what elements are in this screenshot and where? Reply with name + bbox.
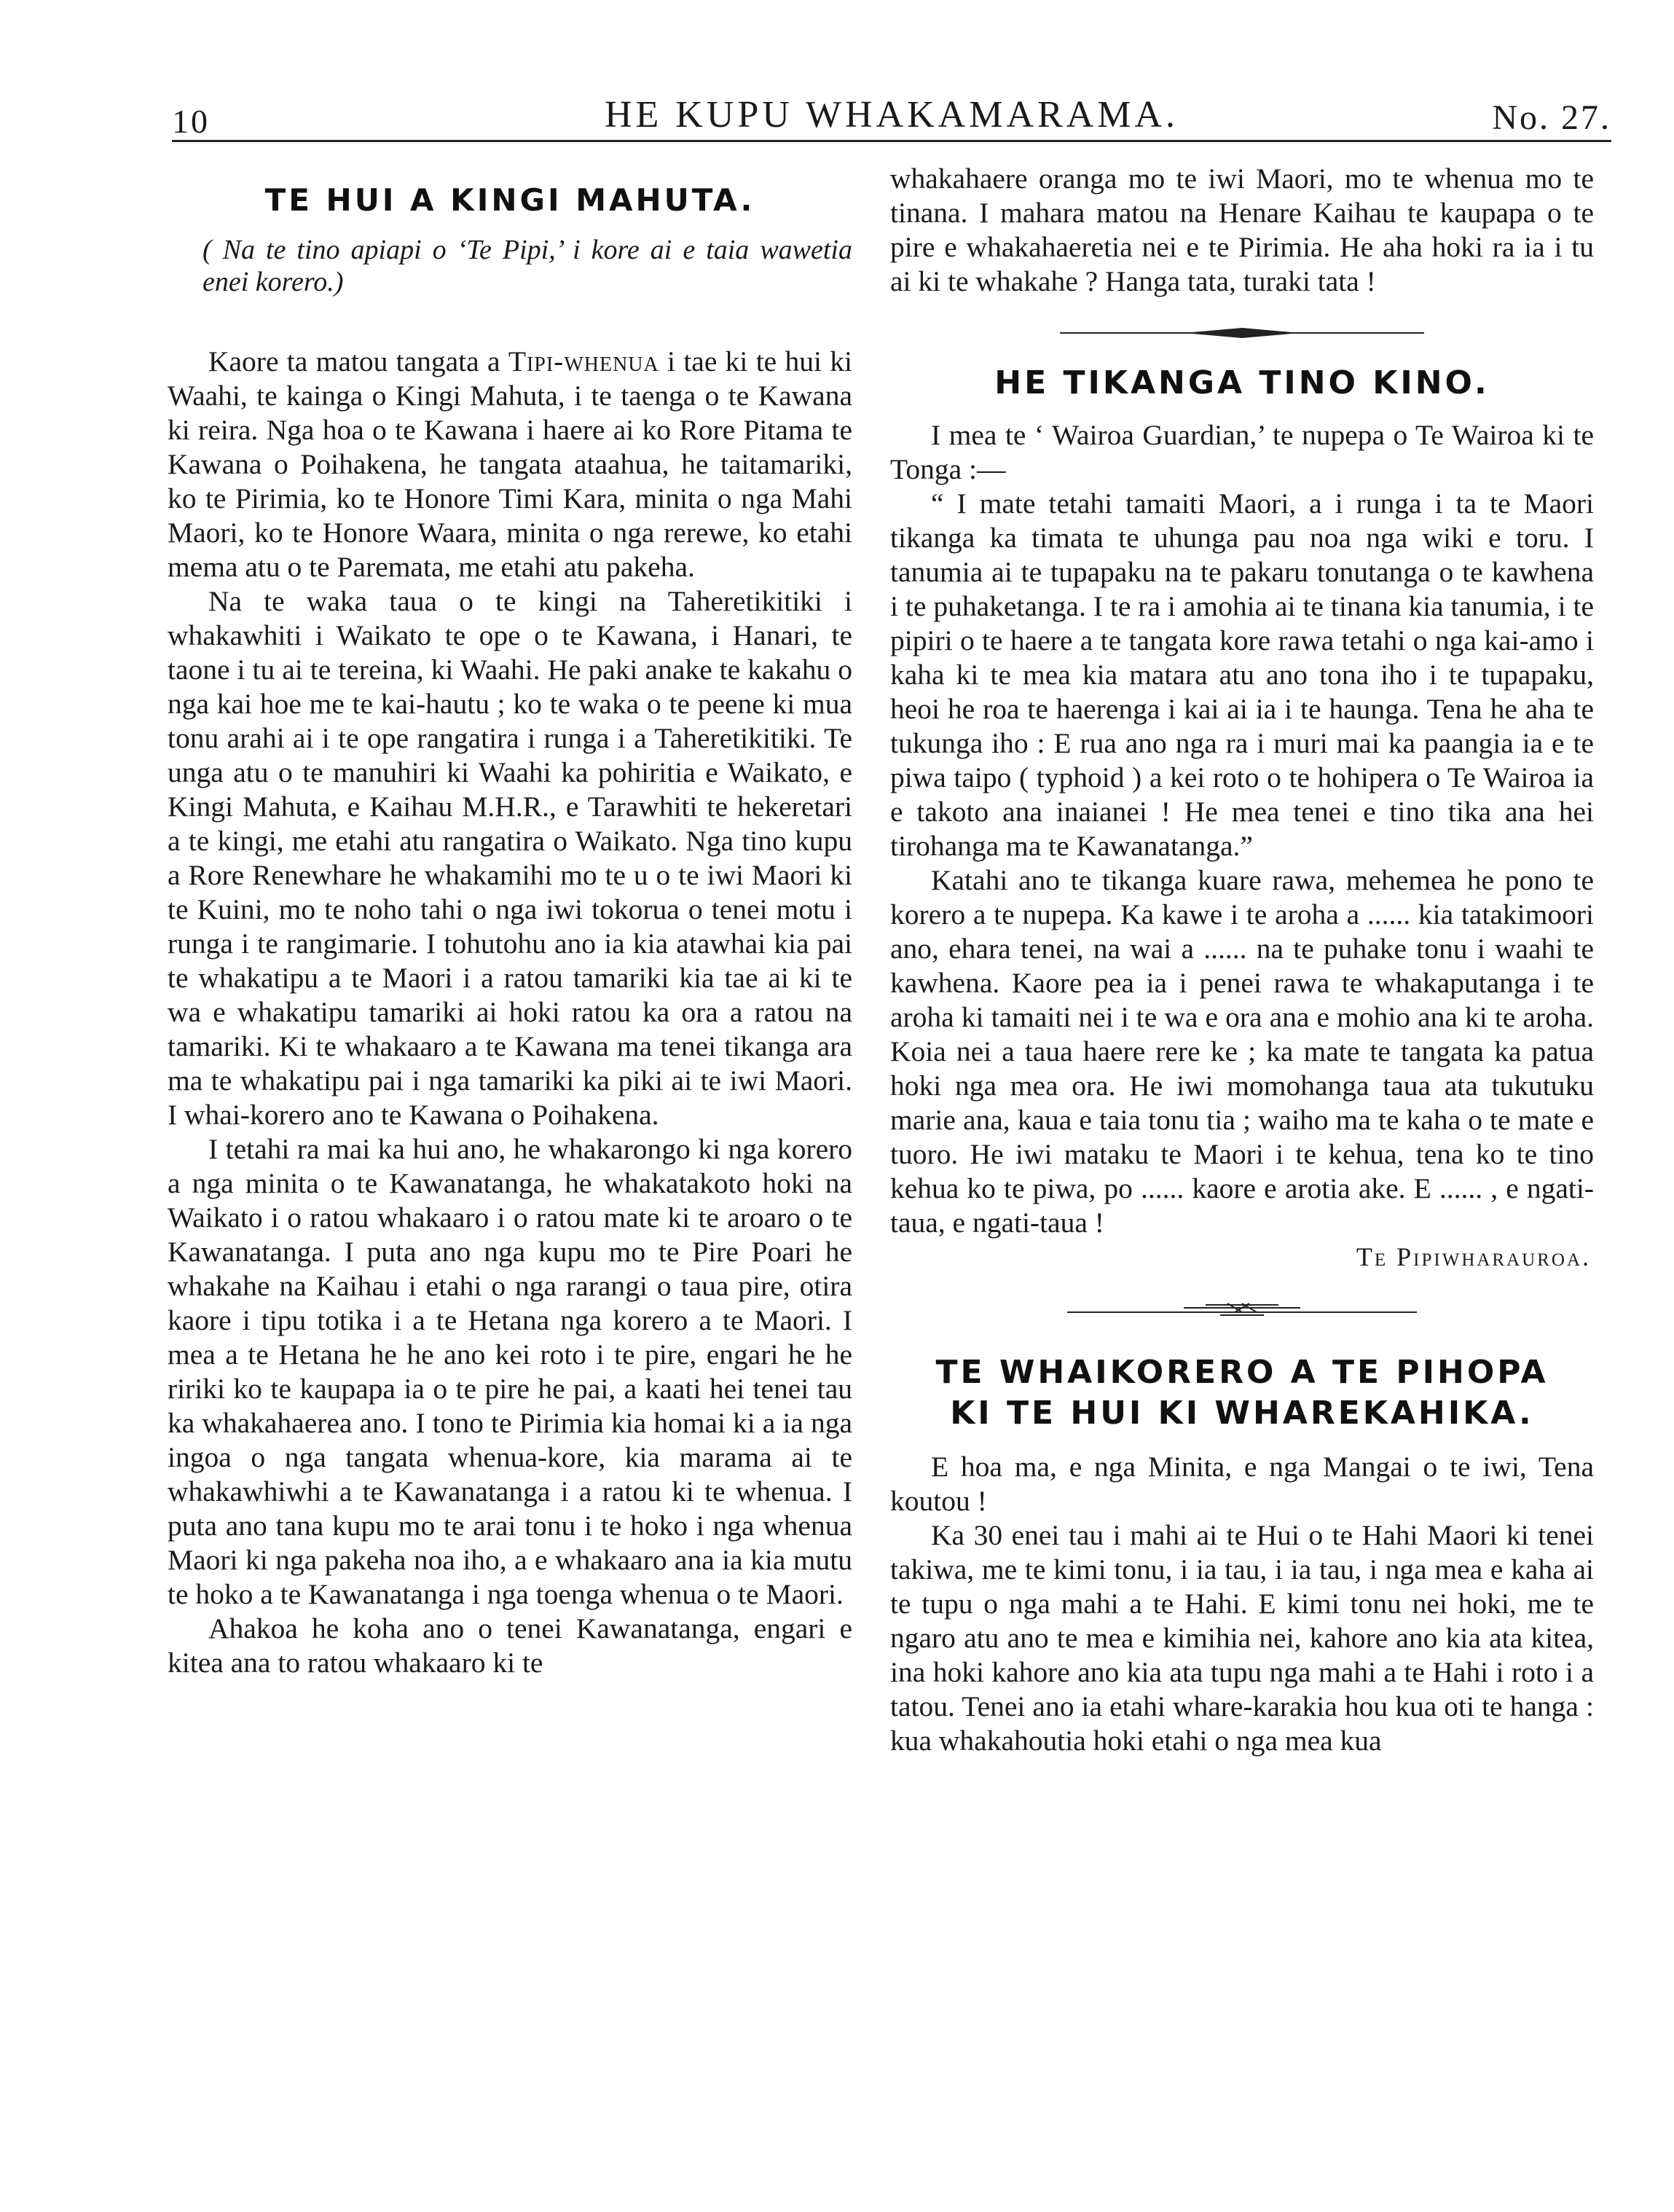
article-heading-tikanga-kino: HE TIKANGA TINO KINO. xyxy=(994,364,1490,401)
article-paragraph: Na te waka taua o te kingi na Taheretikitiki i whakawhiti i Waikato te ope o te Kawana, i Hanari, te taone i tu ai te tereina, ki Waahi. He paki anake te kakahu o nga kai hoe me te kai-hautu ; ko te waka o te peene ki mua tonu arahi ai i te ope rangatira i runga i a Taheretikitiki. Te unga atu o te manuhiri ki Waahi ka pohiritia e Waikato, e Kingi Mahuta, e Kaihau M.H.R., e Tarawhiti te hekeretari a te kingi, me etahi atu rangatira o Waikato. Nga tino kupu a Rore Renewhare he whakamihi mo te u o te iwi Maori ki te Kuini, mo te noho tahi o nga iwi tokorua o tenei motu i runga i te rangimarie. I tohutohu ano ia kia atawhai kia pai te whakatipu a te Maori i a ratou tamariki kia tae ai ki te wa e whakatipu tamariki ai hoki ratou ka ora a ratou na tamariki. Ki te whakaaro a te Kawana ma tenei tikanga ara ma te whakatipu pai i nga tamariki ka piki ai te iwi Maori. I whai-korero ano te Kawana o Poihakena. xyxy=(168,585,852,1131)
author-signature: Te Pipiwharauroa. xyxy=(1356,1242,1591,1271)
issue-number: No. 27. xyxy=(1492,98,1611,137)
article-paragraph-continued: whakahaere oranga mo te iwi Maori, mo te whenua mo te tinana. I mahara matou na Henare Kaihau te kaupapa o te pire e whakahaeretia nei e te Pirimia. He aha hoki ra ia i tu ai ki te whakahe ? Hanga tata, turaki tata ! xyxy=(890,162,1594,297)
section-divider-ornament xyxy=(890,1282,1594,1341)
divider-ornament-icon xyxy=(1067,1301,1417,1322)
divider-ornament-icon xyxy=(1060,322,1424,344)
article-paragraph xyxy=(168,345,852,584)
header-rule xyxy=(172,140,1611,142)
correspondent-name: Tipi-whenua xyxy=(508,345,659,377)
article-paragraph: Ka 30 enei tau i mahi ai te Hui o te Hahi Maori ki tenei takiwa, me te kimi tonu, i ia tau, i ia tau, i nga mea e kaha ai te tupu o nga mahi a te Hahi. E kimi tonu nei hoki, me te ngaro atu ano te mea e kimihia nei, kahore ano kia ata kitea, ina hoki kahore ano kia ata tupu nga mahi a te Hahi i roto i a tatou. Tenei ano ia etahi whare-karakia hou kua oti te hanga : kua whakahoutia hoki etahi o nga mea kua xyxy=(890,1519,1594,1757)
running-head xyxy=(172,87,1611,146)
article-paragraph: E hoa ma, e nga Minita, e nga Mangai o te iwi, Tena koutou ! xyxy=(890,1451,1594,1517)
paragraph-text: Kaore ta matou tangata a xyxy=(208,345,508,377)
page-number: 10 xyxy=(172,103,210,140)
heading-line: TE WHAIKORERO A TE PIHOPA xyxy=(935,1354,1549,1391)
article-paragraph: “ I mate tetahi tamaiti Maori, a i runga i ta te Maori tikanga ka timata te uhunga pau noa nga wiki e toru. I tanumia ai te tupapaku na te pakaru tonutanga o te kawhena i te puhaketanga. I te ra i amohia ai te tinana kia tanumia, i te pipiri o te haere a te tangata kore rawa tetahi o nga kai-amo i kaha ki te mea kia matara atu ano tona iho i te tupapaku, heoi he roa te haerenga i kai ai ia i te haunga. Tena he aha te tukunga iho : E rua ano nga ra i muri mai ka paangia ia e te piwa taipo ( typhoid ) a kei roto o te hohipera o Te Wairoa ia e takoto ana inaianei ! He mea tenei e tino tika ana hei tirohanga ma te Kawanatanga.” xyxy=(890,487,1594,862)
section-divider-ornament xyxy=(890,306,1594,360)
left-column xyxy=(168,162,852,1680)
article-heading-kingi-mahuta: TE HUI A KINGI MAHUTA. xyxy=(264,182,755,218)
right-column xyxy=(890,162,1594,1758)
article-paragraph: Ahakoa he koha ano o tenei Kawanatanga, engari e kitea ana to ratou whakaaro ki te xyxy=(168,1612,852,1679)
article-paragraph: I tetahi ra mai ka hui ano, he whakarongo ki nga korero a nga minita o te Kawanatanga, he whakatakoto hoki na Waikato i o ratou whakaaro i o ratou mate ki te aroaro o te Kawanatanga. I puta ano nga kupu mo te Pire Poari he whakahe na Kaihau i etahi o nga rarangi o taua pire, otira kaore i tipu totika i a te Hetana nga korero a te Maori. I mea a te Hetana he he ano kei roto i te pire, engari he he ririki ko te kaupapa ia o te pire he pai, a kaati hei tenei tau ka whakahaerea ano. I tono te Pirimia kia homai ki a ia nga ingoa o nga tangata whenua-kore, kia marama ai te whakawhiwhi a te Kawanatanga i a ratou ki te whenua. I puta ano tana kupu mo te arai tonu i te hoko i nga whenua Maori ki nga pakeha noa iho, a e whakaaro ana ia kia mutu te hoko a te Kawanatanga i nga toenga whenua o te Maori. xyxy=(168,1133,852,1610)
editor-note: ( Na te tino apiapi o ‘Te Pipi,’ i kore ai e taia wawetia enei korero.) xyxy=(203,235,852,297)
article-paragraph: I mea te ‘ Wairoa Guardian,’ te nupepa o Te Wairoa ki te Tonga :— xyxy=(890,419,1594,485)
article-heading-whaikorero xyxy=(890,1352,1594,1434)
article-paragraph: Katahi ano te tikanga kuare rawa, mehemea he pono te korero a te nupepa. Ka kawe i te aroha a ...... kia tatakimoori ano, ehara tenei, na wai a ...... na te puhake tonu i waahi te kawhena. Kaore pea ia i penei rawa te whakaputanga i te aroha ki tamaiti nei i te wa e ora ana e mohio ana ki te aroha. Koia nei a taua haere rere ke ; ka mate te tangata ka patua hoki nga mea ora. He iwi momohanga taua ata tukutuku marie ana, kaua e taia tonu tia ; waiho ma te kaha o te mate e tuoro. He iwi mataku te Maori i te kehua, tena ko te tino kehua ko te piwa, po ...... kaore e arotia ake. E ...... , e ngati-taua, e ngati-taua ! xyxy=(890,864,1594,1239)
heading-line: KI TE HUI KI WHAREKAHIKA. xyxy=(950,1395,1534,1432)
publication-title: HE KUPU WHAKAMARAMA. xyxy=(604,94,1179,136)
paragraph-text: i tae ki te hui ki Waahi, te kainga o Kingi Mahuta, i te taenga o te Kawana ki reira. Nga hoa o te Kawana i haere ai ko Rore Pitama te Kawana o Poihakena, he tangata ataahua, he taitamariki, ko te Pirimia, ko te Honore Timi Kara, minita o nga Mahi Maori, ko te Honore Waara, minita o nga rerewe, ko etahi mema atu o te Paremata, me etahi atu pakeha. xyxy=(168,345,852,583)
